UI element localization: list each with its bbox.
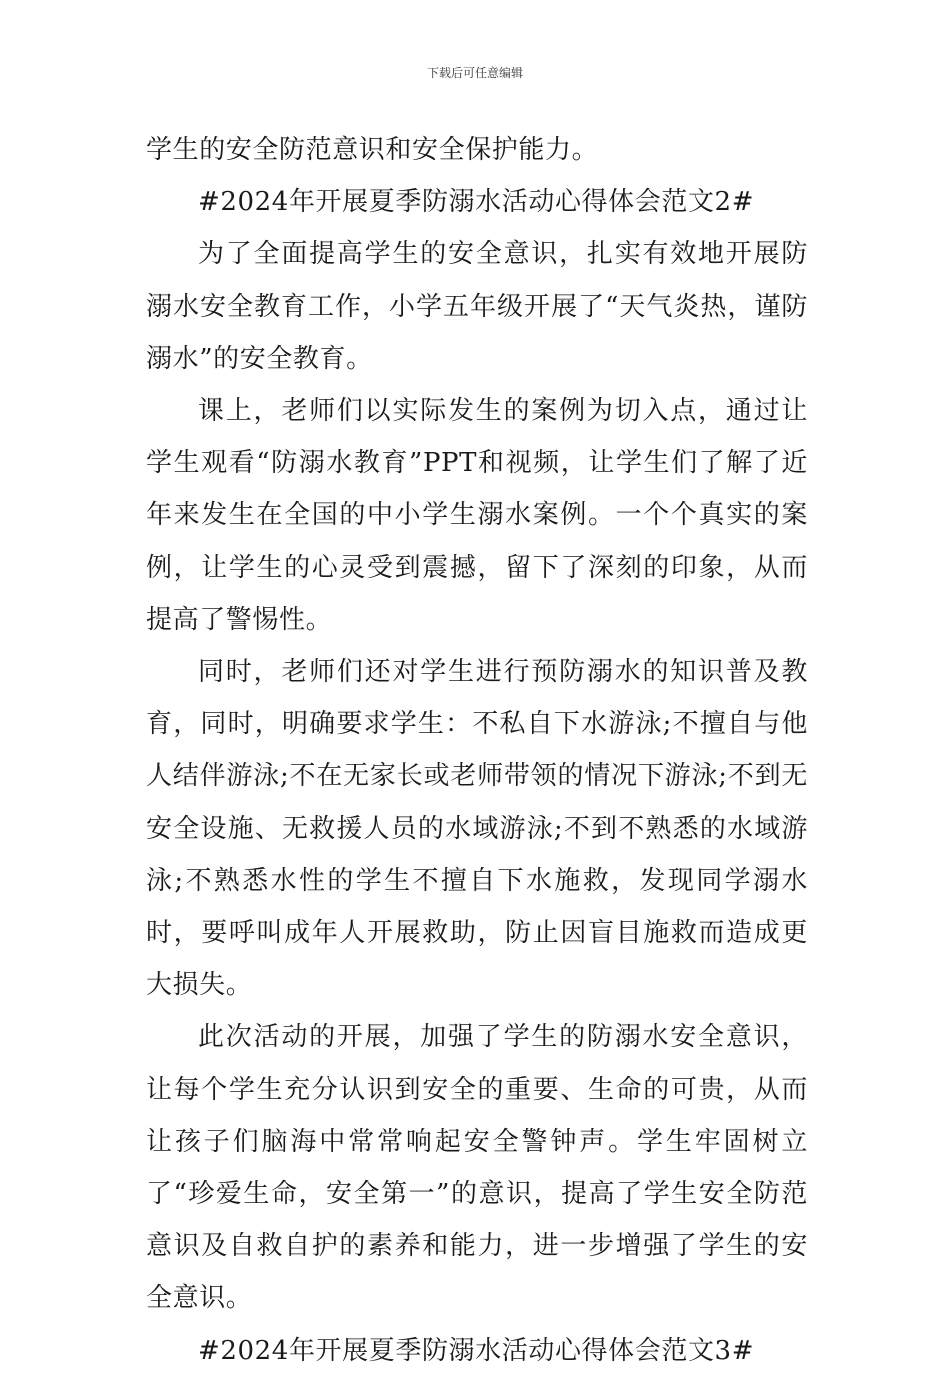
page-header: 下载后可任意编辑 [426, 66, 523, 80]
paragraph: 为了全面提高学生的安全意识，扎实有效地开展防溺水安全教育工作，小学五年级开展了“天气炎热，谨防溺水”的安全教育。 [146, 239, 808, 374]
paragraph: 课上，老师们以实际发生的案例为切入点，通过让学生观看“防溺水教育”PPT和视频，让学生们了解了近年来发生在全国的中小学生溺水案例。一个个真实的案例，让学生的心灵受到震撼，留下了深刻的印象，从而提高了警惕性。 [146, 396, 808, 635]
section-heading-2: #2024年开展夏季防溺水活动心得体会范文2# [198, 187, 755, 218]
paragraph: 同时，老师们还对学生进行预防溺水的知识普及教育，同时，明确要求学生：不私自下水游泳;不擅自与他人结伴游泳;不在无家长或老师带领的情况下游泳;不到无安全设施、无救援人员的水域游泳;不到不熟悉的水域游泳;不熟悉水性的学生不擅自下水施救，发现同学溺水时，要呼叫成年人开展救助，防止因盲目施救而造成更大损失。 [146, 657, 808, 1001]
paragraph-continuation: 学生的安全防范意识和安全保护能力。 [146, 135, 599, 165]
section-heading-3: #2024年开展夏季防溺水活动心得体会范文3# [198, 1335, 755, 1366]
paragraph: 此次活动的开展，加强了学生的防溺水安全意识，让每个学生充分认识到安全的重要、生命的可贵，从而让孩子们脑海中常常响起安全警钟声。学生牢固树立了“珍爱生命，安全第一”的意识，提高了学生安全防范意识及自救自护的素养和能力，进一步增强了学生的安全意识。 [146, 1022, 808, 1314]
document-body [146, 124, 808, 1377]
